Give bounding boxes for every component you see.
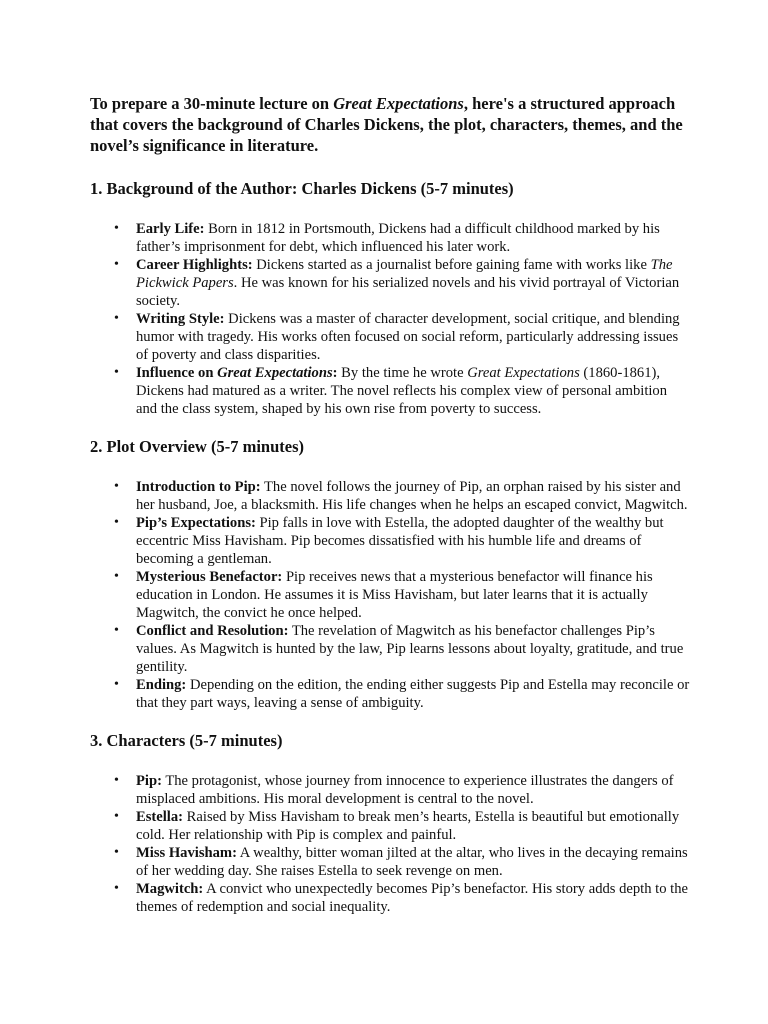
plot-list: [90, 478, 690, 712]
intro-paragraph: [90, 93, 690, 156]
list-item: • Mysterious Benefactor: Pip receives news that a mysterious benefactor will finance his education in London. He assumes it is Miss Havisham, but later learns that it is actually Magwitch, the convict he once helped.: [136, 568, 690, 622]
section-heading-plot: 2. Plot Overview (5-7 minutes): [90, 437, 304, 456]
list-item: • Influence on Great Expectations: By the time he wrote Great Expectations (1860-1861), Dickens had matured as a writer. The novel reflects his complex view of personal ambition and the class system, shaped by his own rise from poverty to success.: [136, 364, 690, 418]
list-item: • Pip: The protagonist, whose journey from innocence to experience illustrates the dangers of misplaced ambitions. His moral development is central to the novel.: [136, 772, 690, 808]
intro-prefix: To prepare a 30-minute lecture on: [90, 94, 334, 113]
list-item: • Introduction to Pip: The novel follows the journey of Pip, an orphan raised by his sister and her husband, Joe, a blacksmith. His life changes when he helps an escaped convict, Magwitch.: [136, 478, 690, 514]
background-list: [90, 220, 690, 418]
document-body: [90, 93, 690, 934]
list-item: • Writing Style: Dickens was a master of character development, social critique, and blending humor with tragedy. His works often focused on social reform, particularly addressing issues of poverty and class disparities.: [136, 310, 690, 364]
intro-book-title: Great Expectations: [333, 94, 464, 113]
list-item: • Pip’s Expectations: Pip falls in love with Estella, the adopted daughter of the wealthy but eccentric Miss Havisham. Pip becomes dissatisfied with his humble life and dreams of becoming a gentleman.: [136, 514, 690, 568]
list-item: • Ending: Depending on the edition, the ending either suggests Pip and Estella may reconcile or that they part ways, leaving a sense of ambiguity.: [136, 676, 690, 712]
list-item: • Conflict and Resolution: The revelation of Magwitch as his benefactor challenges Pip’s values. As Magwitch is hunted by the law, Pip learns lessons about loyalty, gratitude, and true gentility.: [136, 622, 690, 676]
section-heading-background: 1. Background of the Author: Charles Dickens (5-7 minutes): [90, 179, 514, 198]
list-item: • Career Highlights: Dickens started as a journalist before gaining fame with works like The Pickwick Papers. He was known for his serialized novels and his vivid portrayal of Victorian society.: [136, 256, 690, 310]
list-item: • Estella: Raised by Miss Havisham to break men’s hearts, Estella is beautiful but emotionally cold. Her relationship with Pip is complex and painful.: [136, 808, 690, 844]
section-heading-characters: 3. Characters (5-7 minutes): [90, 731, 283, 750]
list-item: • Early Life: Born in 1812 in Portsmouth, Dickens had a difficult childhood marked by his father’s imprisonment for debt, which influenced his later work.: [136, 220, 690, 256]
intro-suffix: , here's a structured approach that covers the background of Charles Dickens, the plot, characters, themes, and the novel’s significance in literature.: [90, 94, 683, 155]
list-item: • Magwitch: A convict who unexpectedly becomes Pip’s benefactor. His story adds depth to the themes of redemption and social inequality.: [136, 880, 690, 916]
list-item: • Miss Havisham: A wealthy, bitter woman jilted at the altar, who lives in the decaying remains of her wedding day. She raises Estella to seek revenge on men.: [136, 844, 690, 880]
characters-list: [90, 772, 690, 916]
